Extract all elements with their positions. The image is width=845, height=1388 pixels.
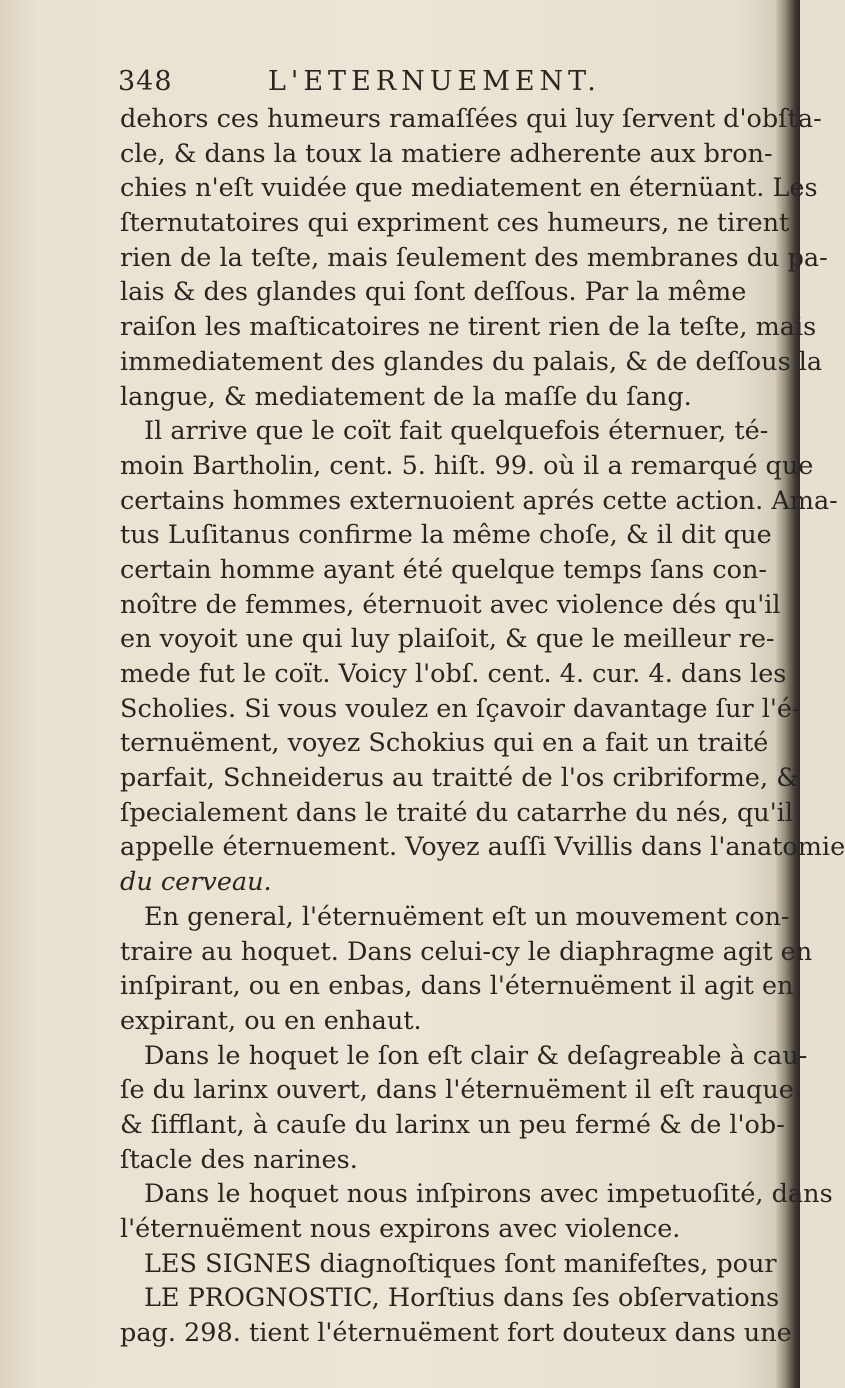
text-line: Il arrive que le coït fait quelquefois éternuer, té-	[144, 416, 769, 447]
text-line: expirant, ou en enhaut.	[120, 1005, 422, 1036]
text-line: immediatement des glandes du palais, & de deſſous la	[120, 346, 823, 377]
text-line: Scholies. Si vous voulez en ſçavoir davantage ſur l'é-	[120, 693, 801, 724]
text-line: rien de la teſte, mais ſeulement des membranes du pa-	[120, 242, 828, 273]
running-title: L'ETERNUEMENT.	[268, 66, 601, 97]
text-line: certain homme ayant été quelque temps ſans con-	[120, 554, 768, 585]
text-line: raiſon les maſticatoires ne tirent rien de la teſte, mais	[120, 312, 817, 343]
text-line: Dans le hoquet le ſon eſt clair & deſagreable à cau-	[144, 1040, 808, 1071]
text-line: noître de femmes, éternuoit avec violence dés qu'il	[120, 589, 781, 620]
text-line: traire au hoquet. Dans celui-cy le diaphragme agit en	[120, 936, 813, 967]
text-line: pag. 298. tient l'éternuëment fort douteux dans une	[120, 1318, 792, 1349]
text-line: cle, & dans la toux la matiere adherente aux bron-	[120, 138, 773, 169]
text-line: & ſifflant, à cauſe du larinx un peu fermé & de l'ob-	[120, 1109, 785, 1140]
text-line: LES SIGNES diagnoſtiques ſont manifeſtes, pour	[144, 1248, 777, 1279]
text-line: l'éternuëment nous expirons avec violence.	[120, 1214, 681, 1244]
text-line: En general, l'éternuëment eſt un mouvement con-	[144, 901, 790, 932]
text-line: ſpecialement dans le traité du catarrhe du nés, qu'il	[120, 797, 794, 828]
text-line: moin Bartholin, cent. 5. hiſt. 99. où il a remarqué que	[120, 450, 814, 481]
body-text	[120, 102, 845, 1351]
page-number: 348	[118, 66, 173, 97]
text-line: en voyoit une qui luy plaiſoit, & que le meilleur re-	[120, 624, 775, 655]
text-line: inſpirant, ou en enbas, dans l'éternuëment il agit en	[120, 971, 794, 1002]
text-line: chies n'eſt vuidée que mediatement en éternüant. Les	[120, 173, 818, 204]
text-line: tus Luſitanus confirme la même choſe, & il dit que	[120, 520, 772, 551]
text-line: ſe du larinx ouvert, dans l'éternuëment il eſt rauque	[120, 1075, 794, 1106]
text-line: LE PROGNOSTIC, Horſtius dans ſes obſervations	[144, 1283, 780, 1314]
text-line: ſtacle des narines.	[120, 1144, 358, 1175]
text-line: Dans le hoquet nous inſpirons avec impetuoſité, dans	[144, 1179, 833, 1210]
text-line: langue, & mediatement de la maſſe du ſang.	[120, 381, 692, 412]
text-line: ternuëment, voyez Schokius qui en a fait un traité	[120, 728, 769, 759]
text-line: du cerveau.	[120, 867, 272, 898]
text-line: ſternutatoires qui expriment ces humeurs, ne tirent	[120, 208, 790, 239]
text-line: appelle éternuement. Voyez auſſi Vvillis dans l'anatomie	[120, 832, 845, 863]
text-line: mede fut le coït. Voicy l'obſ. cent. 4. cur. 4. dans les	[120, 659, 787, 689]
text-line: dehors ces humeurs ramaſſées qui luy ſervent d'obſta-	[120, 104, 822, 134]
running-header	[118, 66, 718, 104]
text-line: lais & des glandes qui ſont deſſous. Par la même	[120, 277, 747, 308]
text-line: parfait, Schneiderus au traitté de l'os cribriforme, &	[120, 763, 799, 794]
text-line: certains hommes externuoient aprés cette action. Ama-	[120, 485, 838, 516]
